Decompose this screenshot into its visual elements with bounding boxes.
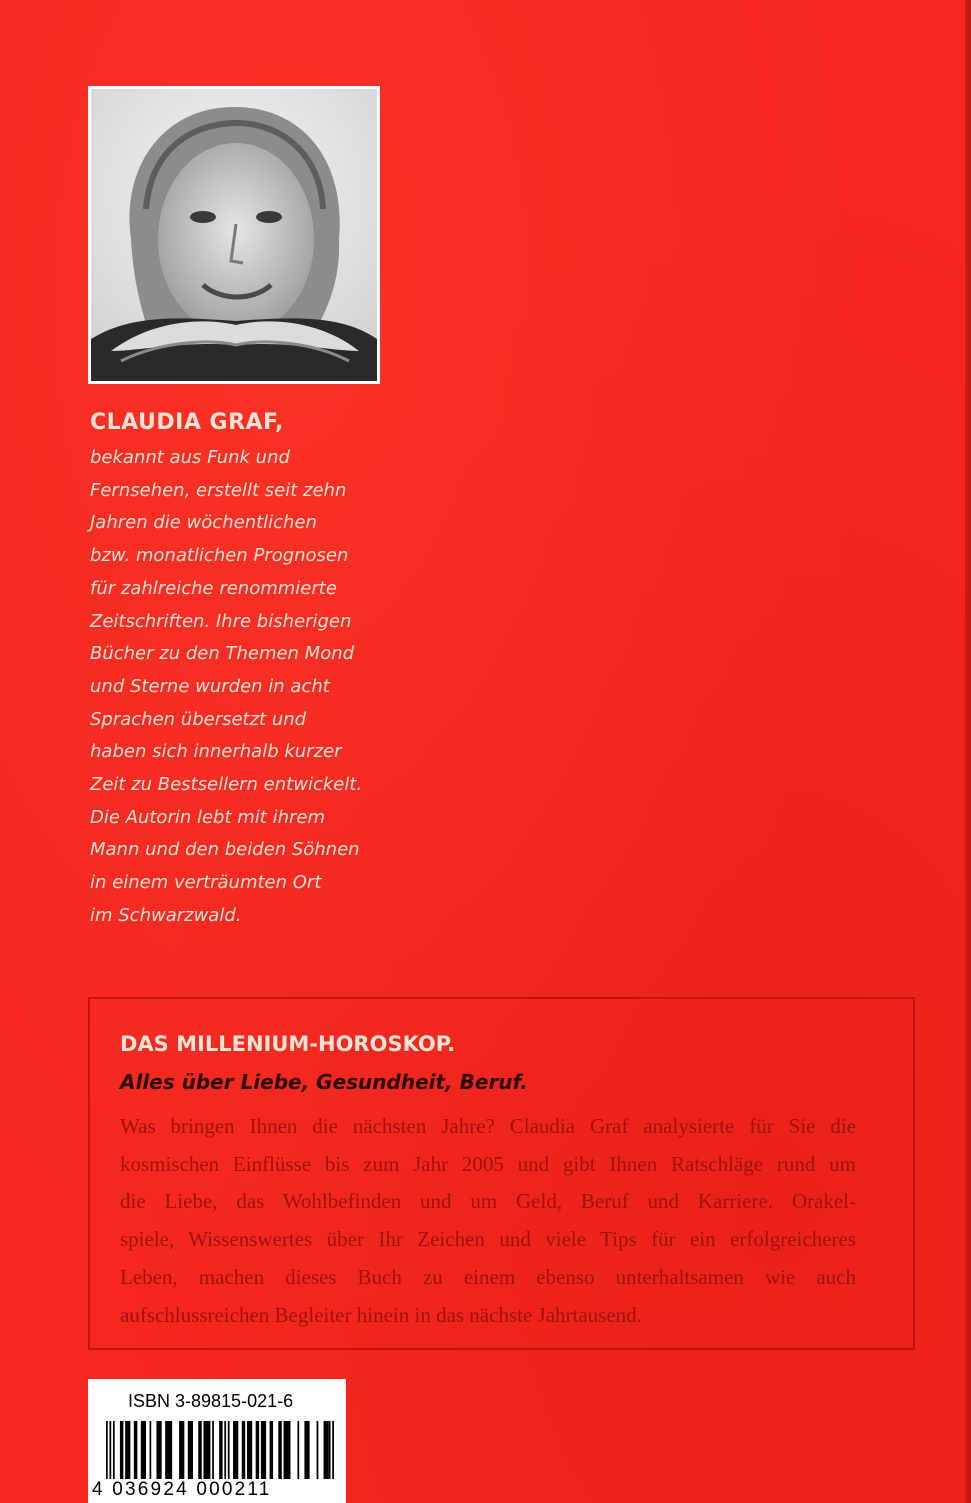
barcode-bar — [304, 1421, 309, 1479]
barcode-bar — [261, 1421, 266, 1479]
barcode-bar — [224, 1421, 226, 1479]
bio-line: Die Autorin lebt mit ihrem — [90, 806, 325, 828]
bio-line: Jahren die wöchentlichen — [90, 512, 317, 534]
barcode-bar — [165, 1421, 172, 1479]
barcode-bar — [317, 1421, 319, 1479]
bio-line: Mann und den beiden Söhnen — [90, 839, 360, 861]
cover-edge — [965, 0, 971, 1503]
barcode-bar — [247, 1421, 252, 1479]
description-line: aufschlussreichen Begleiter hinein in das nächste Jahrtausend. — [120, 1302, 642, 1327]
bio-line: bekannt aus Funk und — [90, 447, 290, 468]
barcode-bar — [242, 1421, 245, 1479]
description-line: Leben, machen dieses Buch zu einem ebenso unterhaltsamen wie auch — [120, 1264, 856, 1289]
bio-line: für zahlreiche renommierte — [90, 577, 337, 599]
barcode-bar — [284, 1421, 291, 1479]
barcode-bar — [198, 1421, 201, 1479]
bio-line: bzw. monatlichen Prognosen — [90, 545, 349, 567]
barcode-bar — [212, 1421, 214, 1479]
barcode-bar — [332, 1421, 334, 1479]
book-title: DAS MILLENIUM-HOROSKOP. — [120, 1032, 456, 1056]
description-line: kosmischen Einflüsse bis zum Jahr 2005 und gibt Ihnen Ratschläge rund um — [120, 1151, 856, 1176]
bio-line: Zeit zu Bestsellern entwickelt. — [90, 774, 363, 796]
bio-line: in einem verträumten Ort — [90, 872, 322, 894]
barcode-label — [88, 1379, 346, 1503]
description-line: spiele, Wissenswertes über Ihr Zeichen und viele Tips für ein erfolgreicheres — [120, 1227, 856, 1252]
barcode-bar — [141, 1421, 146, 1479]
barcode-bar — [256, 1421, 259, 1479]
book-subtitle: Alles über Liebe, Gesundheit, Beruf. — [120, 1070, 528, 1094]
book-description — [120, 1108, 856, 1334]
barcode-bar — [324, 1421, 329, 1479]
bio-line: Fernsehen, erstellt seit zehn — [90, 479, 347, 501]
barcode-bar — [120, 1421, 123, 1479]
barcode-bars — [106, 1421, 334, 1479]
barcode-bar — [188, 1421, 193, 1479]
bio-line: Bücher zu den Themen Mond — [90, 643, 355, 665]
barcode-bar — [113, 1421, 115, 1479]
barcode-bar — [329, 1421, 331, 1479]
author-portrait-image — [91, 89, 377, 381]
barcode-bar — [233, 1421, 238, 1479]
barcode-bar — [134, 1421, 137, 1479]
bio-line: Zeitschriften. Ihre bisherigen — [90, 610, 352, 632]
barcode-bar — [270, 1421, 273, 1479]
description-line: die Liebe, das Wohlbefinden und um Geld, Beruf und Karriere. Orakel- — [120, 1189, 856, 1214]
barcode-bar — [179, 1421, 184, 1479]
barcode-bar — [156, 1421, 161, 1479]
author-photo — [88, 86, 380, 384]
barcode-bar — [125, 1421, 130, 1479]
barcode-bar — [106, 1421, 108, 1479]
bio-line: und Sterne wurden in acht — [90, 675, 330, 697]
barcode-bar — [150, 1421, 152, 1479]
barcode-bar — [109, 1421, 111, 1479]
bio-line: im Schwarzwald. — [90, 904, 242, 926]
author-bio — [90, 442, 390, 933]
barcode-digits: 4 036924 000211 — [92, 1479, 272, 1500]
barcode-bar — [228, 1421, 230, 1479]
barcode-bar — [203, 1421, 210, 1479]
barcode-bar — [278, 1421, 281, 1479]
barcode-bar — [297, 1421, 299, 1479]
bio-line: Sprachen übersetzt und — [90, 708, 307, 730]
description-line: Was bringen Ihnen die nächsten Jahre? Claudia Graf analysierte für Sie die — [120, 1114, 856, 1138]
author-name: CLAUDIA GRAF, — [90, 410, 284, 435]
barcode-bar — [219, 1421, 222, 1479]
book-description-box — [88, 997, 915, 1350]
isbn-number: ISBN 3-89815-021-6 — [128, 1391, 294, 1411]
bio-line: haben sich innerhalb kurzer — [90, 741, 342, 763]
